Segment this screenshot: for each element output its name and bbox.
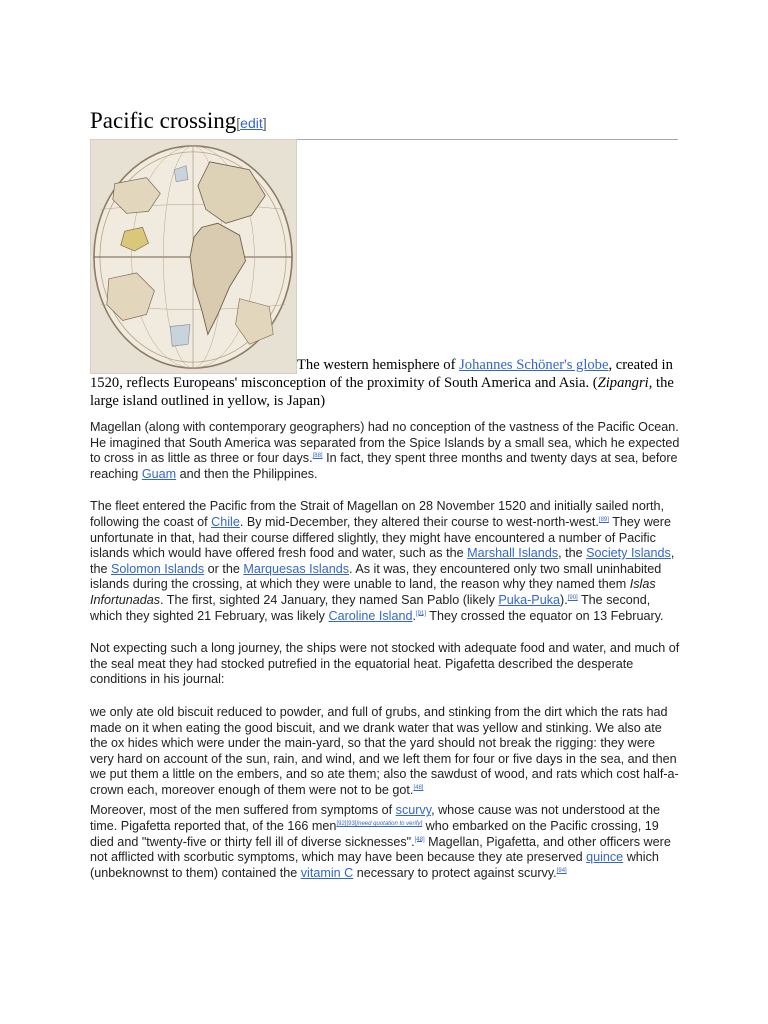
citation-48-b: [48] bbox=[414, 836, 425, 843]
link-scurvy[interactable]: scurvy bbox=[395, 803, 432, 818]
globe-map-image[interactable] bbox=[90, 139, 297, 374]
citation-needed-note: [need quotation to verify] bbox=[356, 820, 423, 827]
paragraph-3: Not expecting such a long journey, the ships were not stocked with adequate food and water, and much of the seal meat they had stocked putrefied in the equatorial heat. Pigafetta described the desperate conditions in his journal: bbox=[90, 641, 680, 687]
figure-caption: The western hemisphere of Johannes Schöner's globe, created in 1520, reflects Europeans' misconception of the proximity of South America and Asia. (Zipangri, the large island outlined in yellow, is Japan) bbox=[90, 357, 674, 409]
citation-88: [88] bbox=[312, 453, 323, 459]
link-chile[interactable]: Chile bbox=[211, 514, 240, 529]
citation-48: [48] bbox=[413, 784, 424, 791]
citation-89: [89] bbox=[598, 516, 609, 523]
paragraph-4: Moreover, most of the men suffered from symptoms of scurvy, whose cause was not understood at the time. Pigafetta reported that, of the 166 men[92][93][need quotation to verify] who embarked on the Pacific crossing, 19 died and "twenty-five or thirty fell ill of diverse sicknesses".[48] Magellan, Pigafetta, and other officers were not afflicted with scorbutic symptoms, which may have been because they ate preserved quince which (unbeknownst to them) contained the vitamin C necessary to protect against scurvy.[94] bbox=[90, 803, 671, 880]
block-quote: we only ate old biscuit reduced to powder, and full of grubs, and stinking from the dirt which the rats had made on it when eating the good biscuit, and we drank water that was yellow and stinking. We also ate the ox hides which were under the main-yard, so that the yard should not break the rigging: they were very hard on account of the sun, rain, and wind, and we left them for four or five days in the sea, and then we put them a little on the embers, and so ate them; also the sawdust of wood, and rats which cost half-a-crown each, moreover enough of them were not to be got.[48] bbox=[90, 704, 679, 797]
edit-section: [edit] bbox=[236, 115, 267, 131]
citation-90: [90] bbox=[567, 594, 578, 601]
link-puka-puka[interactable]: Puka-Puka bbox=[498, 592, 560, 607]
link-solomon-islands[interactable]: Solomon Islands bbox=[111, 561, 205, 576]
globe-map-icon bbox=[91, 140, 296, 373]
link-vitamin-c[interactable]: vitamin C bbox=[300, 865, 354, 880]
link-guam[interactable]: Guam bbox=[141, 466, 177, 481]
citation-92: [92] bbox=[336, 820, 347, 827]
citation-91: [91] bbox=[415, 610, 426, 617]
link-marquesas-islands[interactable]: Marquesas Islands bbox=[243, 561, 350, 576]
link-society-islands[interactable]: Society Islands bbox=[586, 546, 671, 561]
link-caroline-island[interactable]: Caroline Island bbox=[328, 608, 413, 623]
section-heading bbox=[90, 106, 678, 140]
section-title: Pacific crossing bbox=[90, 108, 237, 133]
paragraph-1: Magellan (along with contemporary geographers) had no conception of the vastness of the Pacific Ocean. He imagined that South America was separated from the Spice Islands by a small sea, which he expected to cross in as little as three or four days.[88] In fact, they spent three months and twenty days at sea, before reaching Guam and then the Philippines. bbox=[90, 420, 680, 481]
citation-93: [93] bbox=[346, 820, 357, 827]
link-marshall-islands[interactable]: Marshall Islands bbox=[467, 546, 559, 561]
edit-link[interactable]: edit bbox=[240, 115, 263, 131]
link-schoner-globe[interactable]: Johannes Schöner's globe bbox=[459, 357, 609, 373]
figure bbox=[90, 139, 678, 410]
link-quince[interactable]: quince bbox=[586, 850, 624, 865]
citation-94: [94] bbox=[556, 867, 567, 874]
paragraph-2: The fleet entered the Pacific from the Strait of Magellan on 28 November 1520 and initially sailed north, following the coast of Chile. By mid-December, they altered their course to west-north-west.[89] They were unfortunate in that, had their course differed slightly, they might have encountered a number of Pacific islands which would have offered fresh food and water, such as the Marshall Islands, the Society Islands, the Solomon Islands or the Marquesas Islands. As it was, they encountered only two small uninhabited islands during the crossing, at which they were unable to land, the reason why they named them Islas Infortunadas. The first, sighted 24 January, they named San Pablo (likely Puka-Puka).[90] The second, which they sighted 21 February, was likely Caroline Island.[91] They crossed the equator on 13 February. bbox=[90, 499, 675, 623]
article-body bbox=[90, 420, 682, 898]
